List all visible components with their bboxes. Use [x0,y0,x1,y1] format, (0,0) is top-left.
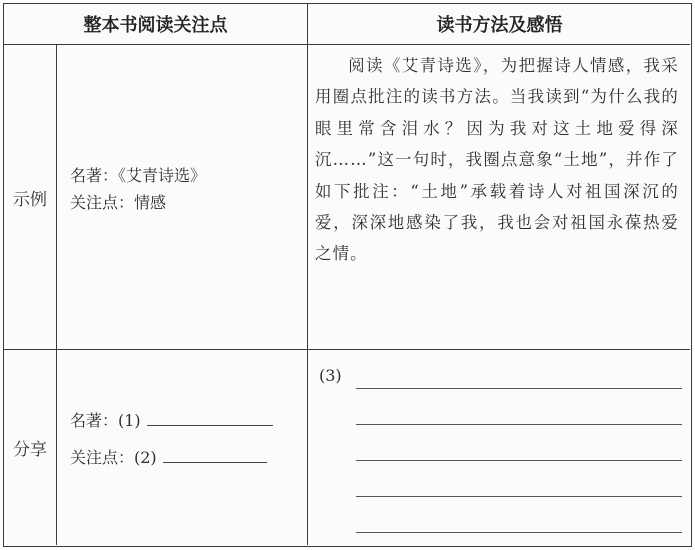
row-label-share: 分享 [13,440,47,460]
header-focus-points: 整本书阅读关注点 [83,15,228,36]
share-focus-label: 关注点：(2) [70,448,157,467]
example-method-paragraph [315,50,679,270]
book-answer-blank[interactable] [147,425,273,426]
answer-line-5[interactable] [356,532,682,533]
main-column-divider [307,4,308,545]
share-focus-field [70,444,267,471]
row-divider [4,349,690,350]
row-label-example: 示例 [13,189,47,210]
focus-answer-blank[interactable] [163,462,267,463]
header-divider [4,44,690,45]
share-book-field [70,407,273,434]
share-answer-label: (3) [319,366,342,385]
example-method-text: 阅读《艾青诗选》，为把握诗人情感，我采用圈点批注的读书方法。当我读到“为什么我的眼里常含泪水？因为我对这土地爱得深沉……”这一句时，我圈点意象“土地”，并作了如下批注：“土地”承载着诗人对祖国深沉的爱，深深地感染了我，我也会对祖国永葆热爱之情。 [315,56,679,264]
answer-line-3[interactable] [356,460,682,461]
label-column-divider [56,45,57,545]
answer-line-2[interactable] [356,424,682,425]
share-book-label: 名著：(1) [70,411,141,430]
example-book: 名著：《艾青诗选》 [70,166,207,185]
answer-line-1[interactable] [356,388,682,389]
example-focus: 关注点：情感 [70,193,167,212]
answer-line-4[interactable] [356,496,682,497]
header-method-insights: 读书方法及感悟 [436,15,563,36]
